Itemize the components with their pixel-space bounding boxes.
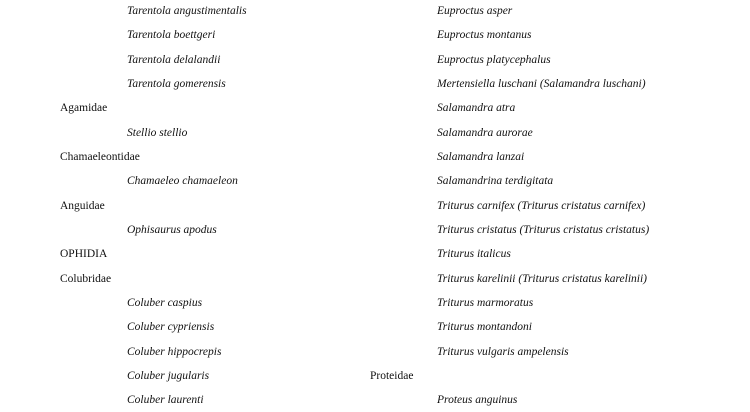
right-species-11: Triturus italicus [437, 248, 511, 260]
right-species-14: Triturus montandoni [437, 321, 532, 333]
right-species-7: Salamandra lanzai [437, 151, 525, 163]
right-species-12: Triturus karelinii (Triturus cristatus karelinii) [437, 273, 648, 285]
right-species-5: Salamandra atra [437, 102, 516, 114]
right-species-16: Proteus anguinus [437, 394, 518, 406]
left-family-anguidae: Anguidae [60, 200, 105, 212]
left-species-3: Tarentola delalandii [127, 54, 221, 66]
left-family-chamaeleontidae: Chamaeleontidae [60, 151, 140, 163]
right-species-15: Triturus vulgaris ampelensis [437, 346, 569, 358]
left-species-10: Coluber hippocrepis [127, 346, 222, 358]
left-suborder-ophidia: OPHIDIA [60, 248, 108, 260]
right-species-1: Euproctus asper [437, 5, 513, 17]
left-species-12: Coluber laurenti [127, 394, 204, 406]
right-species-3: Euproctus platycephalus [437, 54, 551, 66]
left-family-colubridae: Colubridae [60, 273, 112, 285]
left-species-5: Stellio stellio [127, 127, 188, 139]
right-family-proteidae: Proteidae [370, 370, 414, 382]
right-species-9: Triturus carnifex (Triturus cristatus carnifex) [437, 200, 646, 212]
right-species-10: Triturus cristatus (Triturus cristatus cristatus) [437, 224, 650, 236]
left-species-9: Coluber cypriensis [127, 321, 215, 333]
left-species-6: Chamaeleo chamaeleon [127, 175, 238, 187]
left-species-4: Tarentola gomerensis [127, 78, 226, 90]
left-family-agamidae: Agamidae [60, 102, 108, 114]
right-species-4: Mertensiella luschani (Salamandra luschani) [437, 78, 646, 90]
left-species-7: Ophisaurus apodus [127, 224, 217, 236]
left-species-11: Coluber jugularis [127, 370, 210, 382]
left-species-8: Coluber caspius [127, 297, 203, 309]
right-species-8: Salamandrina terdigitata [437, 175, 554, 187]
left-species-1: Tarentola angustimentalis [127, 5, 247, 17]
right-species-6: Salamandra aurorae [437, 127, 533, 139]
right-species-2: Euproctus montanus [437, 29, 532, 41]
right-species-13: Triturus marmoratus [437, 297, 534, 309]
left-species-2: Tarentola boettgeri [127, 29, 216, 41]
